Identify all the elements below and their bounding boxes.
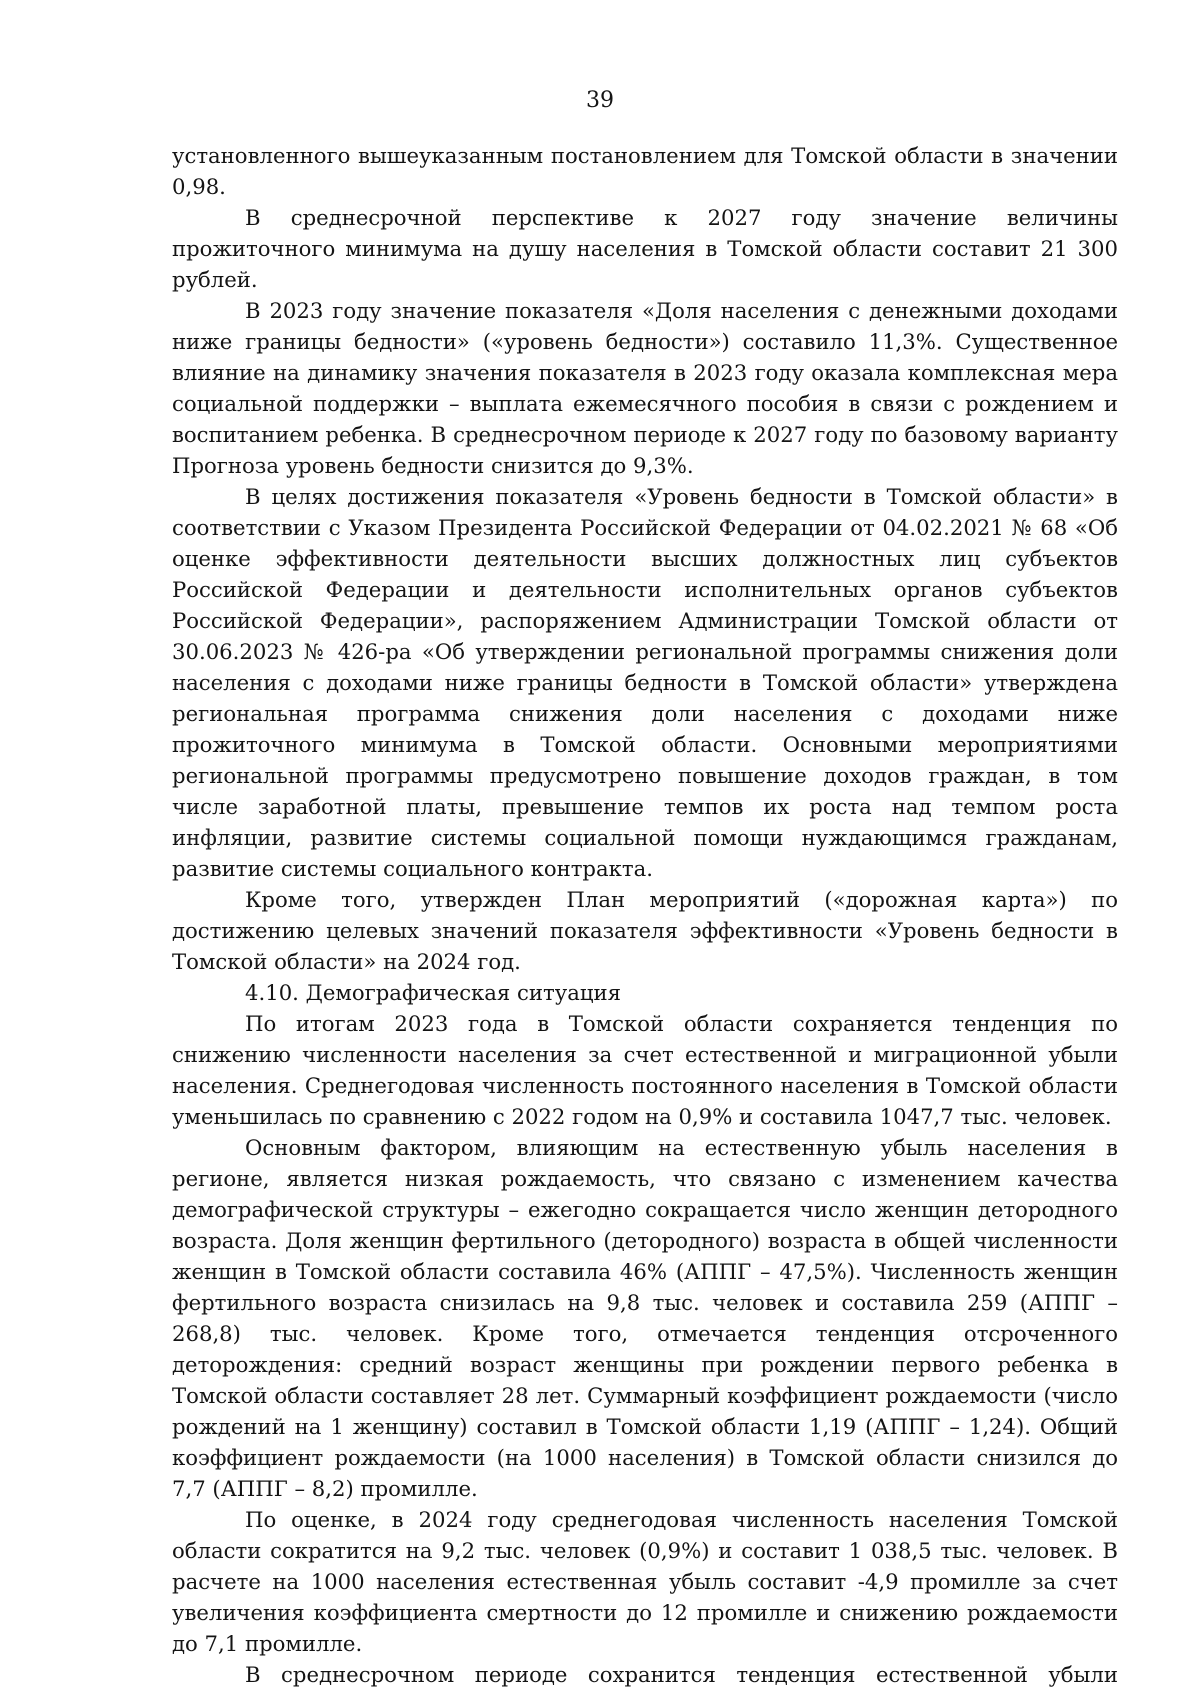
document-body (172, 140, 1118, 1690)
paragraph-population-2024: По оценке, в 2024 году среднегодовая численность населения Томской области сократится на 9,2 тыс. человек (0,9%) и составит 1 038,5 тыс. человек. В расчете на 1000 населения естественная убыль составит -4,9 промилле за счет увеличения коэффициента смертности до 12 промилле и снижению рождаемости до 7,1 промилле. (172, 1507, 1118, 1656)
paragraph-poverty-level: В 2023 году значение показателя «Доля населения с денежными доходами ниже границы бедности» («уровень бедности») составило 11,3%. Существенное влияние на динамику значения показателя в 2023 году оказала комплексная мера социальной поддержки – выплата ежемесячного пособия в связи с рождением и воспитанием ребенка. В среднесрочном периоде к 2027 году по базовому варианту Прогноза уровень бедности снизится до 9,3%. (172, 298, 1118, 478)
paragraph-subsistence-minimum: В среднесрочной перспективе к 2027 году значение величины прожиточного минимума на душу населения в Томской области составит 21 300 рублей. (172, 205, 1118, 292)
paragraph-poverty-program: В целях достижения показателя «Уровень бедности в Томской области» в соответствии с Указом Президента Российской Федерации от 04.02.2021 № 68 «Об оценке эффективности деятельности высших должностных лиц субъектов Российской Федерации и деятельности исполнительных органов субъектов Российской Федерации», распоряжением Администрации Томской области от 30.06.2023 № 426-ра «Об утверждении региональной программы снижения доли населения с доходами ниже границы бедности в Томской области» утверждена региональная программа снижения доли населения с доходами ниже прожиточного минимума в Томской области. Основными мероприятиями региональной программы предусмотрено повышение доходов граждан, в том числе заработной платы, превышение темпов их роста над темпом роста инфляции, развитие системы социальной помощи нуждающимся гражданам, развитие системы социального контракта. (172, 484, 1118, 881)
paragraph-roadmap: Кроме того, утвержден План мероприятий («дорожная карта») по достижению целевых значений показателя эффективности «Уровень бедности в Томской области» на 2024 год. (172, 887, 1118, 974)
paragraph-medium-term-trend: В среднесрочном периоде сохранится тенденция естественной убыли (245, 1662, 1118, 1687)
page-number: 39 (586, 88, 614, 113)
paragraph-birth-rate-factors: Основным фактором, влияющим на естественную убыль населения в регионе, является низкая рождаемость, что связано с изменением качества демографической структуры – ежегодно сокращается число женщин детородного возраста. Доля женщин фертильного (детородного) возраста в общей численности женщин в Томской области составила 46% (АППГ – 47,5%). Численность женщин фертильного возраста снизилась на 9,8 тыс. человек и составила 259 (АППГ – 268,8) тыс. человек. Кроме того, отмечается тенденция отсроченного деторождения: средний возраст женщины при рождении первого ребенка в Томской области составляет 28 лет. Суммарный коэффициент рождаемости (число рождений на 1 женщину) составил в Томской области 1,19 (АППГ – 1,24). Общий коэффициент рождаемости (на 1000 населения) в Томской области снизился до 7,7 (АППГ – 8,2) промилле. (172, 1135, 1118, 1501)
paragraph-population-2023: По итогам 2023 года в Томской области сохраняется тенденция по снижению численности населения за счет естественной и миграционной убыли населения. Среднегодовая численность постоянного населения в Томской области уменьшилась по сравнению с 2022 годом на 0,9% и составила 1047,7 тыс. человек. (172, 1011, 1118, 1129)
section-heading-demography: 4.10. Демографическая ситуация (245, 980, 621, 1005)
paragraph-continuation: установленного вышеуказанным постановлением для Томской области в значении 0,98. (172, 143, 1118, 199)
